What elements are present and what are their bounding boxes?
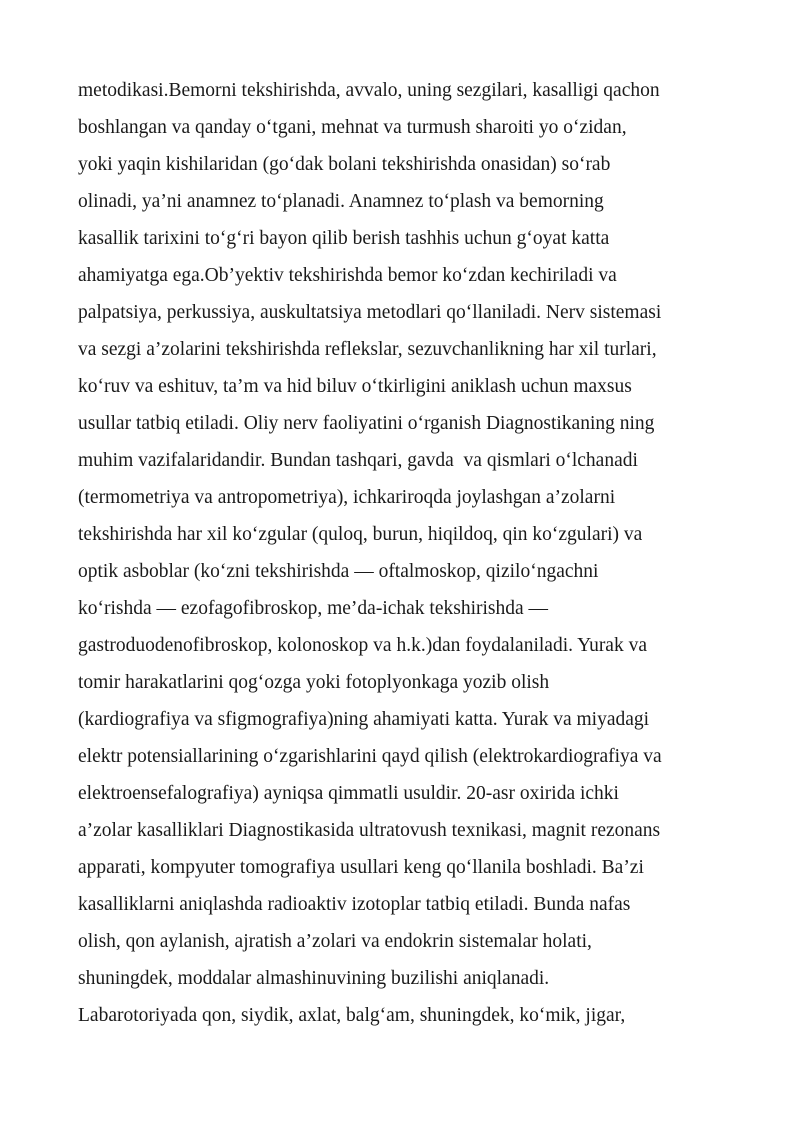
text-line: gastroduodenofibroskop, kolonoskop va h.k.)dan foydalaniladi. Yurak va <box>78 635 647 656</box>
text-line: usullar tatbiq etiladi. Oliy nerv faoliyatini o‘rganish Diagnostikaning ning <box>78 413 655 434</box>
text-line: elektr potensiallarining o‘zgarishlarini qayd qilish (elektrokardiografiya va <box>78 746 662 767</box>
text-line: tekshirishda har xil ko‘zgular (quloq, burun, hiqildoq, qin ko‘zgulari) va <box>78 524 643 545</box>
text-line: olish, qon aylanish, ajratish a’zolari va endokrin sistemalar holati, <box>78 931 592 952</box>
text-line: shuningdek, moddalar almashinuvining buzilishi aniqlanadi. <box>78 968 550 989</box>
body-text <box>78 72 738 1034</box>
text-line: palpatsiya, perkussiya, auskultatsiya metodlari qo‘llaniladi. Nerv sistemasi <box>78 302 662 323</box>
text-line: ko‘rishda — ezofagofibroskop, me’da-ichak tekshirishda — <box>78 598 549 619</box>
text-line: va sezgi a’zolarini tekshirishda reflekslar, sezuvchanlikning har xil turlari, <box>78 339 657 360</box>
text-line: Labarotoriyada qon, siydik, axlat, balg‘am, shuningdek, ko‘mik, jigar, <box>78 1005 626 1026</box>
text-line: (termometriya va antropometriya), ichkariroqda joylashgan a’zolarni <box>78 487 616 508</box>
text-line: apparati, kompyuter tomografiya usullari keng qo‘llanila boshladi. Ba’zi <box>78 857 644 878</box>
text-line: ahamiyatga ega.Ob’yektiv tekshirishda bemor ko‘zdan kechiriladi va <box>78 265 617 286</box>
text-line: tomir harakatlarini qog‘ozga yoki fotoplyonkaga yozib olish <box>78 672 550 693</box>
text-line: yoki yaqin kishilaridan (go‘dak bolani tekshirishda onasidan) so‘rab <box>78 154 611 175</box>
text-line: elektroensefalografiya) ayniqsa qimmatli usuldir. 20-asr oxirida ichki <box>78 783 619 804</box>
text-line: kasalliklarni aniqlashda radioaktiv izotoplar tatbiq etiladi. Bunda nafas <box>78 894 631 915</box>
text-line: a’zolar kasalliklari Diagnostikasida ultratovush texnikasi, magnit rezonans <box>78 820 661 841</box>
text-line: boshlangan va qanday o‘tgani, mehnat va turmush sharoiti yo o‘zidan, <box>78 117 627 138</box>
text-line: metodikasi.Bemorni tekshirishda, avvalo, uning sezgilari, kasalligi qachon <box>78 80 660 101</box>
text-line: kasallik tarixini to‘g‘ri bayon qilib berish tashhis uchun g‘oyat katta <box>78 228 610 249</box>
text-line: olinadi, ya’ni anamnez to‘planadi. Anamnez to‘plash va bemorning <box>78 191 604 212</box>
text-line: muhim vazifalaridandir. Bundan tashqari, gavda va qismlari o‘lchanadi <box>78 450 638 471</box>
text-line: ko‘ruv va eshituv, ta’m va hid biluv o‘tkirligini aniklash uchun maxsus <box>78 376 632 397</box>
text-line: optik asboblar (ko‘zni tekshirishda — oftalmoskop, qizilo‘ngachni <box>78 561 599 582</box>
text-line: (kardiografiya va sfigmografiya)ning ahamiyati katta. Yurak va miyadagi <box>78 709 650 730</box>
